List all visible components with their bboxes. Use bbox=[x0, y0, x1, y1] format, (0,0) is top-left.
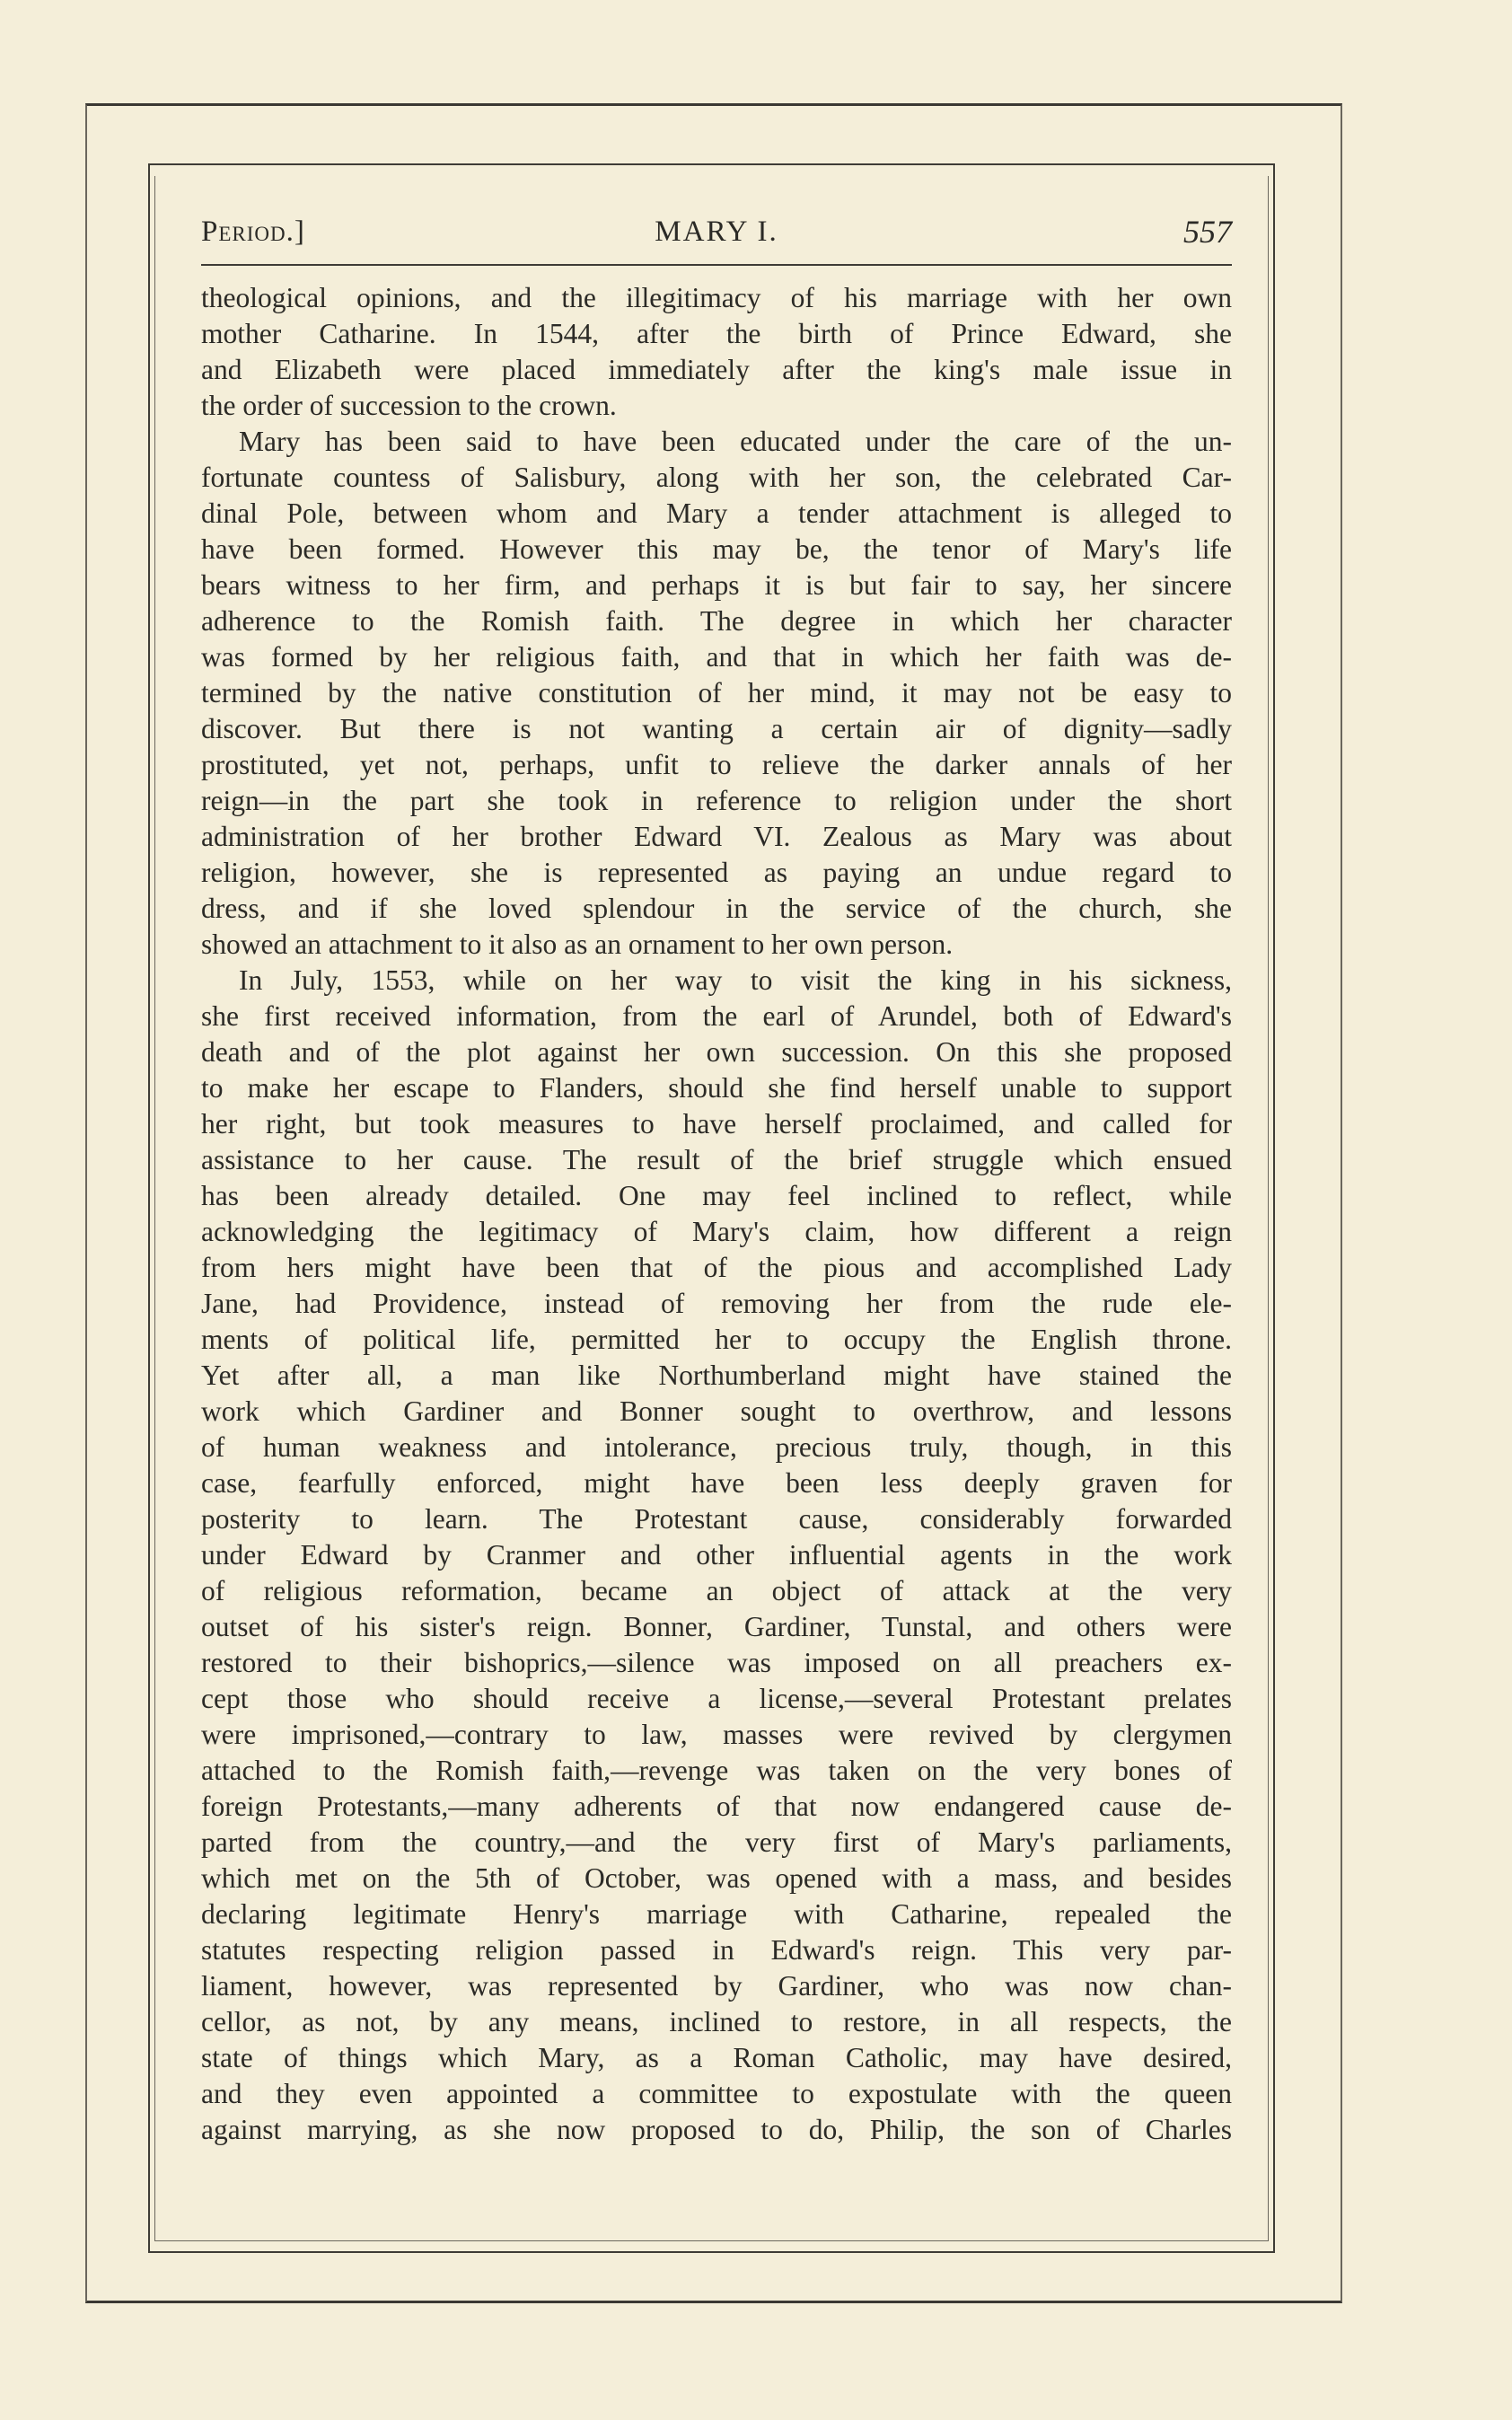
text-line: Mary has been said to have been educated under the care of the un- bbox=[239, 426, 1232, 457]
text-line: Jane, had Providence, instead of removing her from the rude ele- bbox=[201, 1288, 1232, 1319]
text-line: death and of the plot against her own succession. On this she proposed bbox=[201, 1036, 1232, 1068]
text-line: work which Gardiner and Bonner sought to overthrow, and lessons bbox=[201, 1395, 1232, 1427]
text-line: foreign Protestants,—many adherents of that now endangered cause de- bbox=[201, 1791, 1232, 1822]
text-line: her right, but took measures to have herself proclaimed, and called for bbox=[201, 1108, 1232, 1140]
text-line: posterity to learn. The Protestant cause, considerably forwarded bbox=[201, 1503, 1232, 1535]
text-line: Yet after all, a man like Northumberland might have stained the bbox=[201, 1360, 1232, 1391]
text-line: prostituted, yet not, perhaps, unfit to relieve the darker annals of her bbox=[201, 749, 1232, 780]
text-line: assistance to her cause. The result of the brief struggle which ensued bbox=[201, 1144, 1232, 1175]
text-line: which met on the 5th of October, was opened with a mass, and besides bbox=[201, 1862, 1232, 1894]
text-line: the order of succession to the crown. bbox=[201, 390, 617, 421]
text-line: In July, 1553, while on her way to visit the king in his sickness, bbox=[239, 964, 1232, 996]
text-line: from hers might have been that of the pious and accomplished Lady bbox=[201, 1252, 1232, 1283]
text-line: have been formed. However this may be, the tenor of Mary's life bbox=[201, 533, 1232, 565]
text-line: adherence to the Romish faith. The degree in which her character bbox=[201, 605, 1232, 637]
text-line: were imprisoned,—contrary to law, masses were revived by clergymen bbox=[201, 1719, 1232, 1750]
header-title: MARY I. bbox=[655, 216, 778, 248]
text-line: attached to the Romish faith,—revenge was taken on the very bones of bbox=[201, 1755, 1232, 1786]
text-line: and Elizabeth were placed immediately after the king's male issue in bbox=[201, 354, 1232, 385]
text-line: state of things which Mary, as a Roman Catholic, may have desired, bbox=[201, 2042, 1232, 2073]
text-line: religion, however, she is represented as paying an undue regard to bbox=[201, 857, 1232, 888]
page-number: 557 bbox=[1183, 214, 1232, 250]
text-line: was formed by her religious faith, and that in which her faith was de- bbox=[201, 641, 1232, 673]
body-text bbox=[201, 280, 1232, 2148]
text-line: of religious reformation, became an object of attack at the very bbox=[201, 1575, 1232, 1606]
text-line: acknowledging the legitimacy of Mary's claim, how different a reign bbox=[201, 1216, 1232, 1247]
text-line: liament, however, was represented by Gardiner, who was now chan- bbox=[201, 1970, 1232, 2002]
text-line: case, fearfully enforced, might have been less deeply graven for bbox=[201, 1467, 1232, 1499]
text-line: of human weakness and intolerance, precious truly, though, in this bbox=[201, 1431, 1232, 1463]
text-line: ments of political life, permitted her to occupy the English throne. bbox=[201, 1324, 1232, 1355]
text-line: mother Catharine. In 1544, after the birth of Prince Edward, she bbox=[201, 318, 1232, 349]
header-section-label: Period.] bbox=[201, 216, 305, 248]
text-line: administration of her brother Edward VI. Zealous as Mary was about bbox=[201, 821, 1232, 852]
text-line: outset of his sister's reign. Bonner, Gardiner, Tunstal, and others were bbox=[201, 1611, 1232, 1642]
text-line: to make her escape to Flanders, should she find herself unable to support bbox=[201, 1072, 1232, 1104]
text-line: declaring legitimate Henry's marriage with Catharine, repealed the bbox=[201, 1898, 1232, 1930]
text-line: and they even appointed a committee to expostulate with the queen bbox=[201, 2078, 1232, 2109]
text-line: fortunate countess of Salisbury, along with her son, the celebrated Car- bbox=[201, 462, 1232, 493]
text-line: against marrying, as she now proposed to do, Philip, the son of Charles bbox=[201, 2114, 1232, 2145]
text-line: termined by the native constitution of her mind, it may not be easy to bbox=[201, 677, 1232, 708]
text-line: statutes respecting religion passed in Edward's reign. This very par- bbox=[201, 1934, 1232, 1966]
running-header bbox=[201, 210, 1232, 253]
text-line: showed an attachment to it also as an ornament to her own person. bbox=[201, 928, 954, 960]
text-line: reign—in the part she took in reference to religion under the short bbox=[201, 785, 1232, 816]
text-line: has been already detailed. One may feel inclined to reflect, while bbox=[201, 1180, 1232, 1211]
text-line: dress, and if she loved splendour in the service of the church, she bbox=[201, 893, 1232, 924]
text-line: cellor, as not, by any means, inclined to restore, in all respects, the bbox=[201, 2006, 1232, 2037]
text-line: cept those who should receive a license,—several Protestant prelates bbox=[201, 1683, 1232, 1714]
text-line: parted from the country,—and the very first of Mary's parliaments, bbox=[201, 1826, 1232, 1858]
text-line: discover. But there is not wanting a certain air of dignity—sadly bbox=[201, 713, 1232, 744]
text-line: restored to their bishoprics,—silence was imposed on all preachers ex- bbox=[201, 1647, 1232, 1678]
text-line: under Edward by Cranmer and other influential agents in the work bbox=[201, 1539, 1232, 1571]
text-line: bears witness to her firm, and perhaps it is but fair to say, her sincere bbox=[201, 569, 1232, 601]
text-line: she first received information, from the earl of Arundel, both of Edward's bbox=[201, 1000, 1232, 1032]
header-rule bbox=[201, 264, 1232, 266]
text-line: theological opinions, and the illegitimacy of his marriage with her own bbox=[201, 282, 1232, 313]
text-line: dinal Pole, between whom and Mary a tender attachment is alleged to bbox=[201, 497, 1232, 529]
